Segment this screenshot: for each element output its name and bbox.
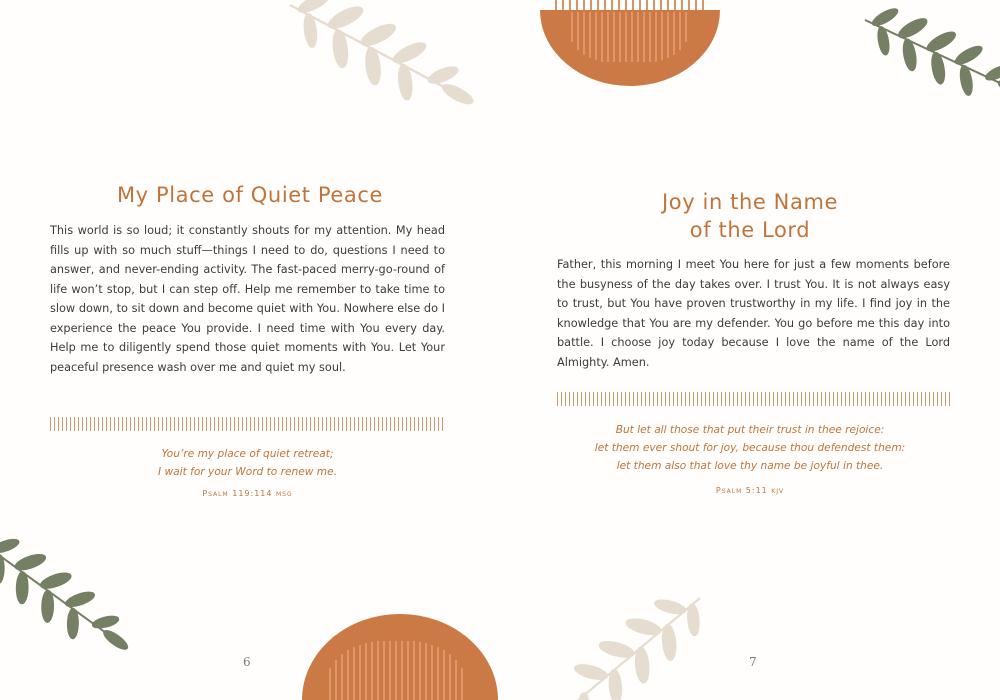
scripture-line: I wait for your Word to renew me.: [158, 466, 337, 478]
right-page: [500, 0, 1000, 700]
scripture-line: let them ever shout for joy, because thou defendest them:: [594, 442, 906, 454]
scripture-quote: [540, 421, 960, 475]
scripture-line: You’re my place of quiet retreat;: [161, 448, 334, 460]
decorative-divider: [557, 392, 950, 406]
scripture-line: But let all those that put their trust in thee rejoice:: [615, 424, 885, 436]
scripture-citation: Psalm 5:11 kjv: [715, 486, 785, 495]
title-line: of the Lord: [689, 218, 811, 242]
page-number: 6: [243, 655, 251, 669]
title-line: Joy in the Name: [661, 190, 839, 214]
scripture-quote: [50, 445, 445, 481]
page-number: 7: [749, 655, 757, 669]
devotional-body: Father, this morning I meet You here for just a few moments before the busyness of the day takes over. I trust You. It is not always easy to trust, but You have proven trustworthy in my life. I find joy in the knowledge that You are my defender. You go before me this day into battle. I choose joy today because I love the name of the Lord Almighty. Amen.: [557, 258, 950, 369]
page-title: [540, 188, 960, 244]
devotional-body: This world is so loud; it constantly shouts for my attention. My head fills up with so much stuff—things I need to do, questions I need to answer, and never-ending activity. The fast-paced merry-go-round of life won’t stop, but I can step off. Help me remember to take time to slow down, to sit down and become quiet with You. Nowhere else do I experience the peace You provide. I need time with You every day. Help me to diligently spend those quiet moments with You. Let Your peaceful presence wash over me and quiet my soul.: [50, 224, 445, 374]
scripture-citation: Psalm 119:114 msg: [202, 489, 293, 498]
scripture-line: let them also that love thy name be joyful in thee.: [616, 460, 884, 472]
page-title: My Place of Quiet Peace: [116, 183, 384, 207]
decorative-divider: [50, 417, 445, 431]
